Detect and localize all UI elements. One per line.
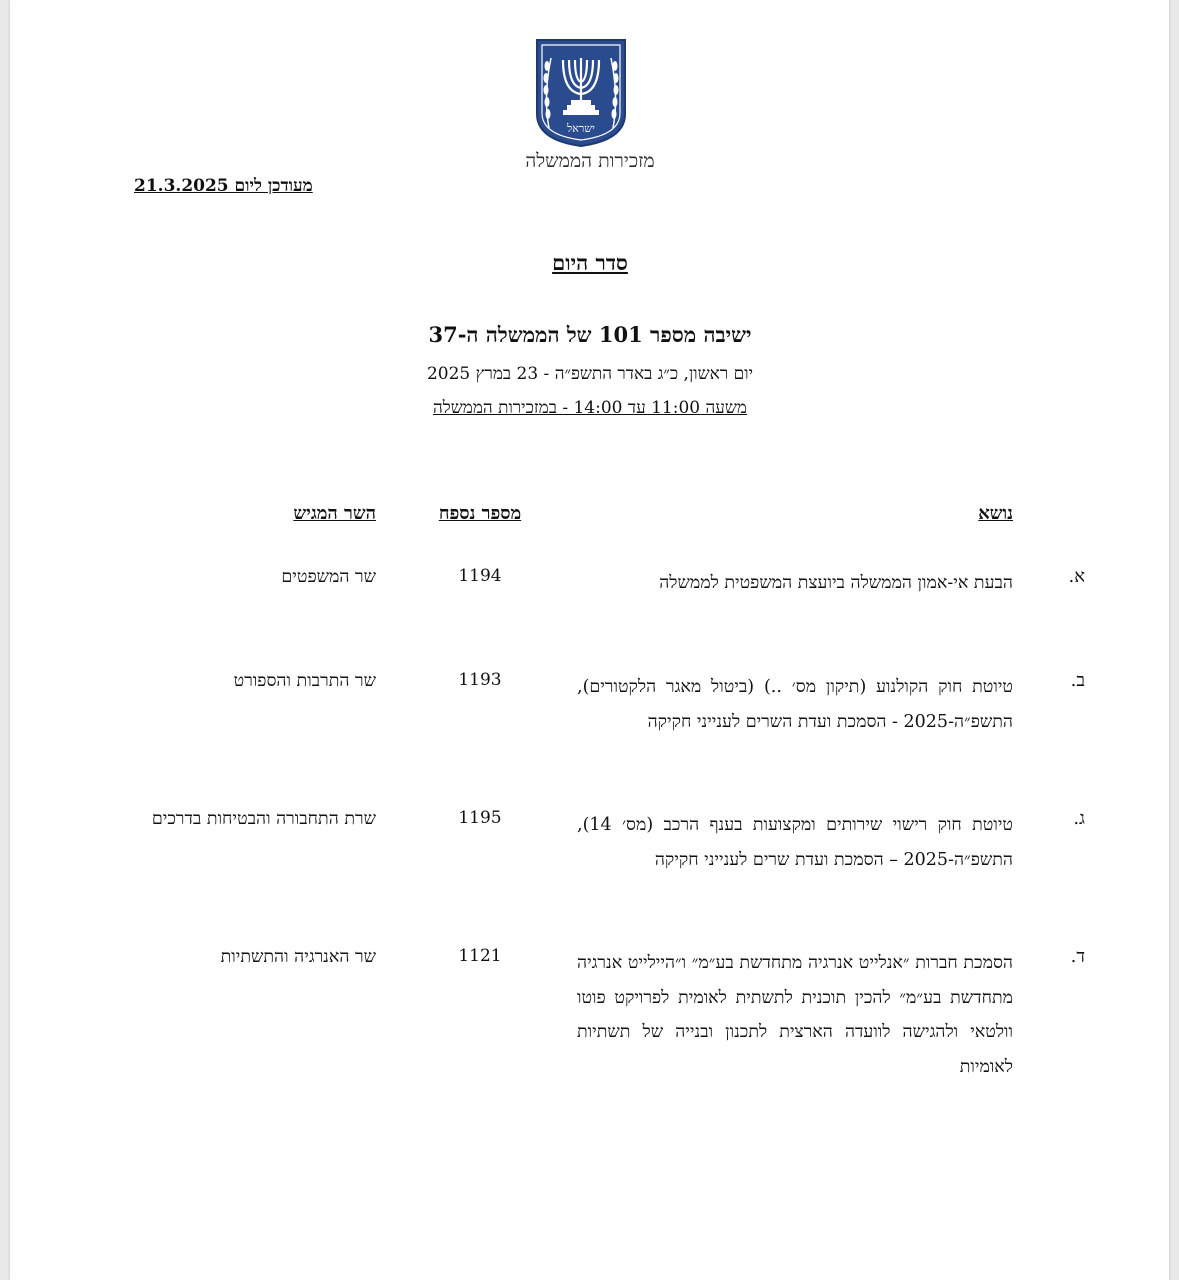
item-subject: טיוטת חוק הקולנוע (תיקון מס׳ ..) (ביטול מאגר הלקטורים), התשפ״ה-2025 - הסמכת ועדת השרים לענייני חקיקה [577, 677, 1013, 732]
item-annex-number: 1193 [458, 670, 502, 690]
item-subject: הסמכת חברות ״אנלייט אנרגיה מתחדשת בע״מ״ ו״היילייט אנרגיה מתחדשת בע״מ״ להכין תוכנית לתשתית לאומית לפרויקט פוטו וולטאי ולהגישה לוועדה הארצית לתכנון ובנייה של תשתיות לאומיות [577, 953, 1013, 1077]
document-page [10, 0, 1169, 1280]
item-minister: שר התרבות והספורט [233, 671, 376, 691]
meeting-time: משעה 11:00 עד 14:00 - במזכירות הממשלה [432, 398, 748, 418]
meeting-title: ישיבה מספר 101 של הממשלה ה-37 [428, 322, 752, 347]
item-minister: שרת התחבורה והבטיחות בדרכים [151, 809, 376, 829]
meeting-date: יום ראשון, כ״ג באדר התשפ״ה - 23 במרץ 2025 [426, 364, 754, 384]
item-minister: שר המשפטים [281, 567, 376, 587]
svg-text:ישראל: ישראל [567, 122, 595, 135]
item-annex-number: 1121 [458, 946, 502, 966]
item-letter: א. [1068, 566, 1085, 587]
item-letter: ד. [1070, 946, 1085, 967]
agenda-title: סדר היום [552, 250, 628, 275]
column-header-minister: השר המגיש [293, 503, 376, 524]
column-header-annex: מספר נספח [438, 503, 522, 524]
item-letter: ב. [1070, 670, 1085, 691]
column-header-subject: נושא [978, 503, 1013, 524]
organization-name: מזכירות הממשלה [525, 150, 655, 172]
item-subject: הבעת אי-אמון הממשלה ביועצת המשפטית לממשלה [659, 573, 1013, 593]
state-emblem-icon [533, 36, 629, 148]
item-annex-number: 1195 [458, 808, 502, 828]
updated-date: מעודכן ליום 21.3.2025 [134, 176, 313, 196]
item-minister: שר האנרגיה והתשתיות [220, 947, 376, 967]
item-annex-number: 1194 [458, 566, 502, 586]
item-subject: טיוטת חוק רישוי שירותים ומקצועות בענף הרכב (מס׳ 14), התשפ״ה-2025 – הסמכת ועדת שרים לענייני חקיקה [577, 815, 1013, 870]
item-letter: ג. [1073, 808, 1085, 829]
